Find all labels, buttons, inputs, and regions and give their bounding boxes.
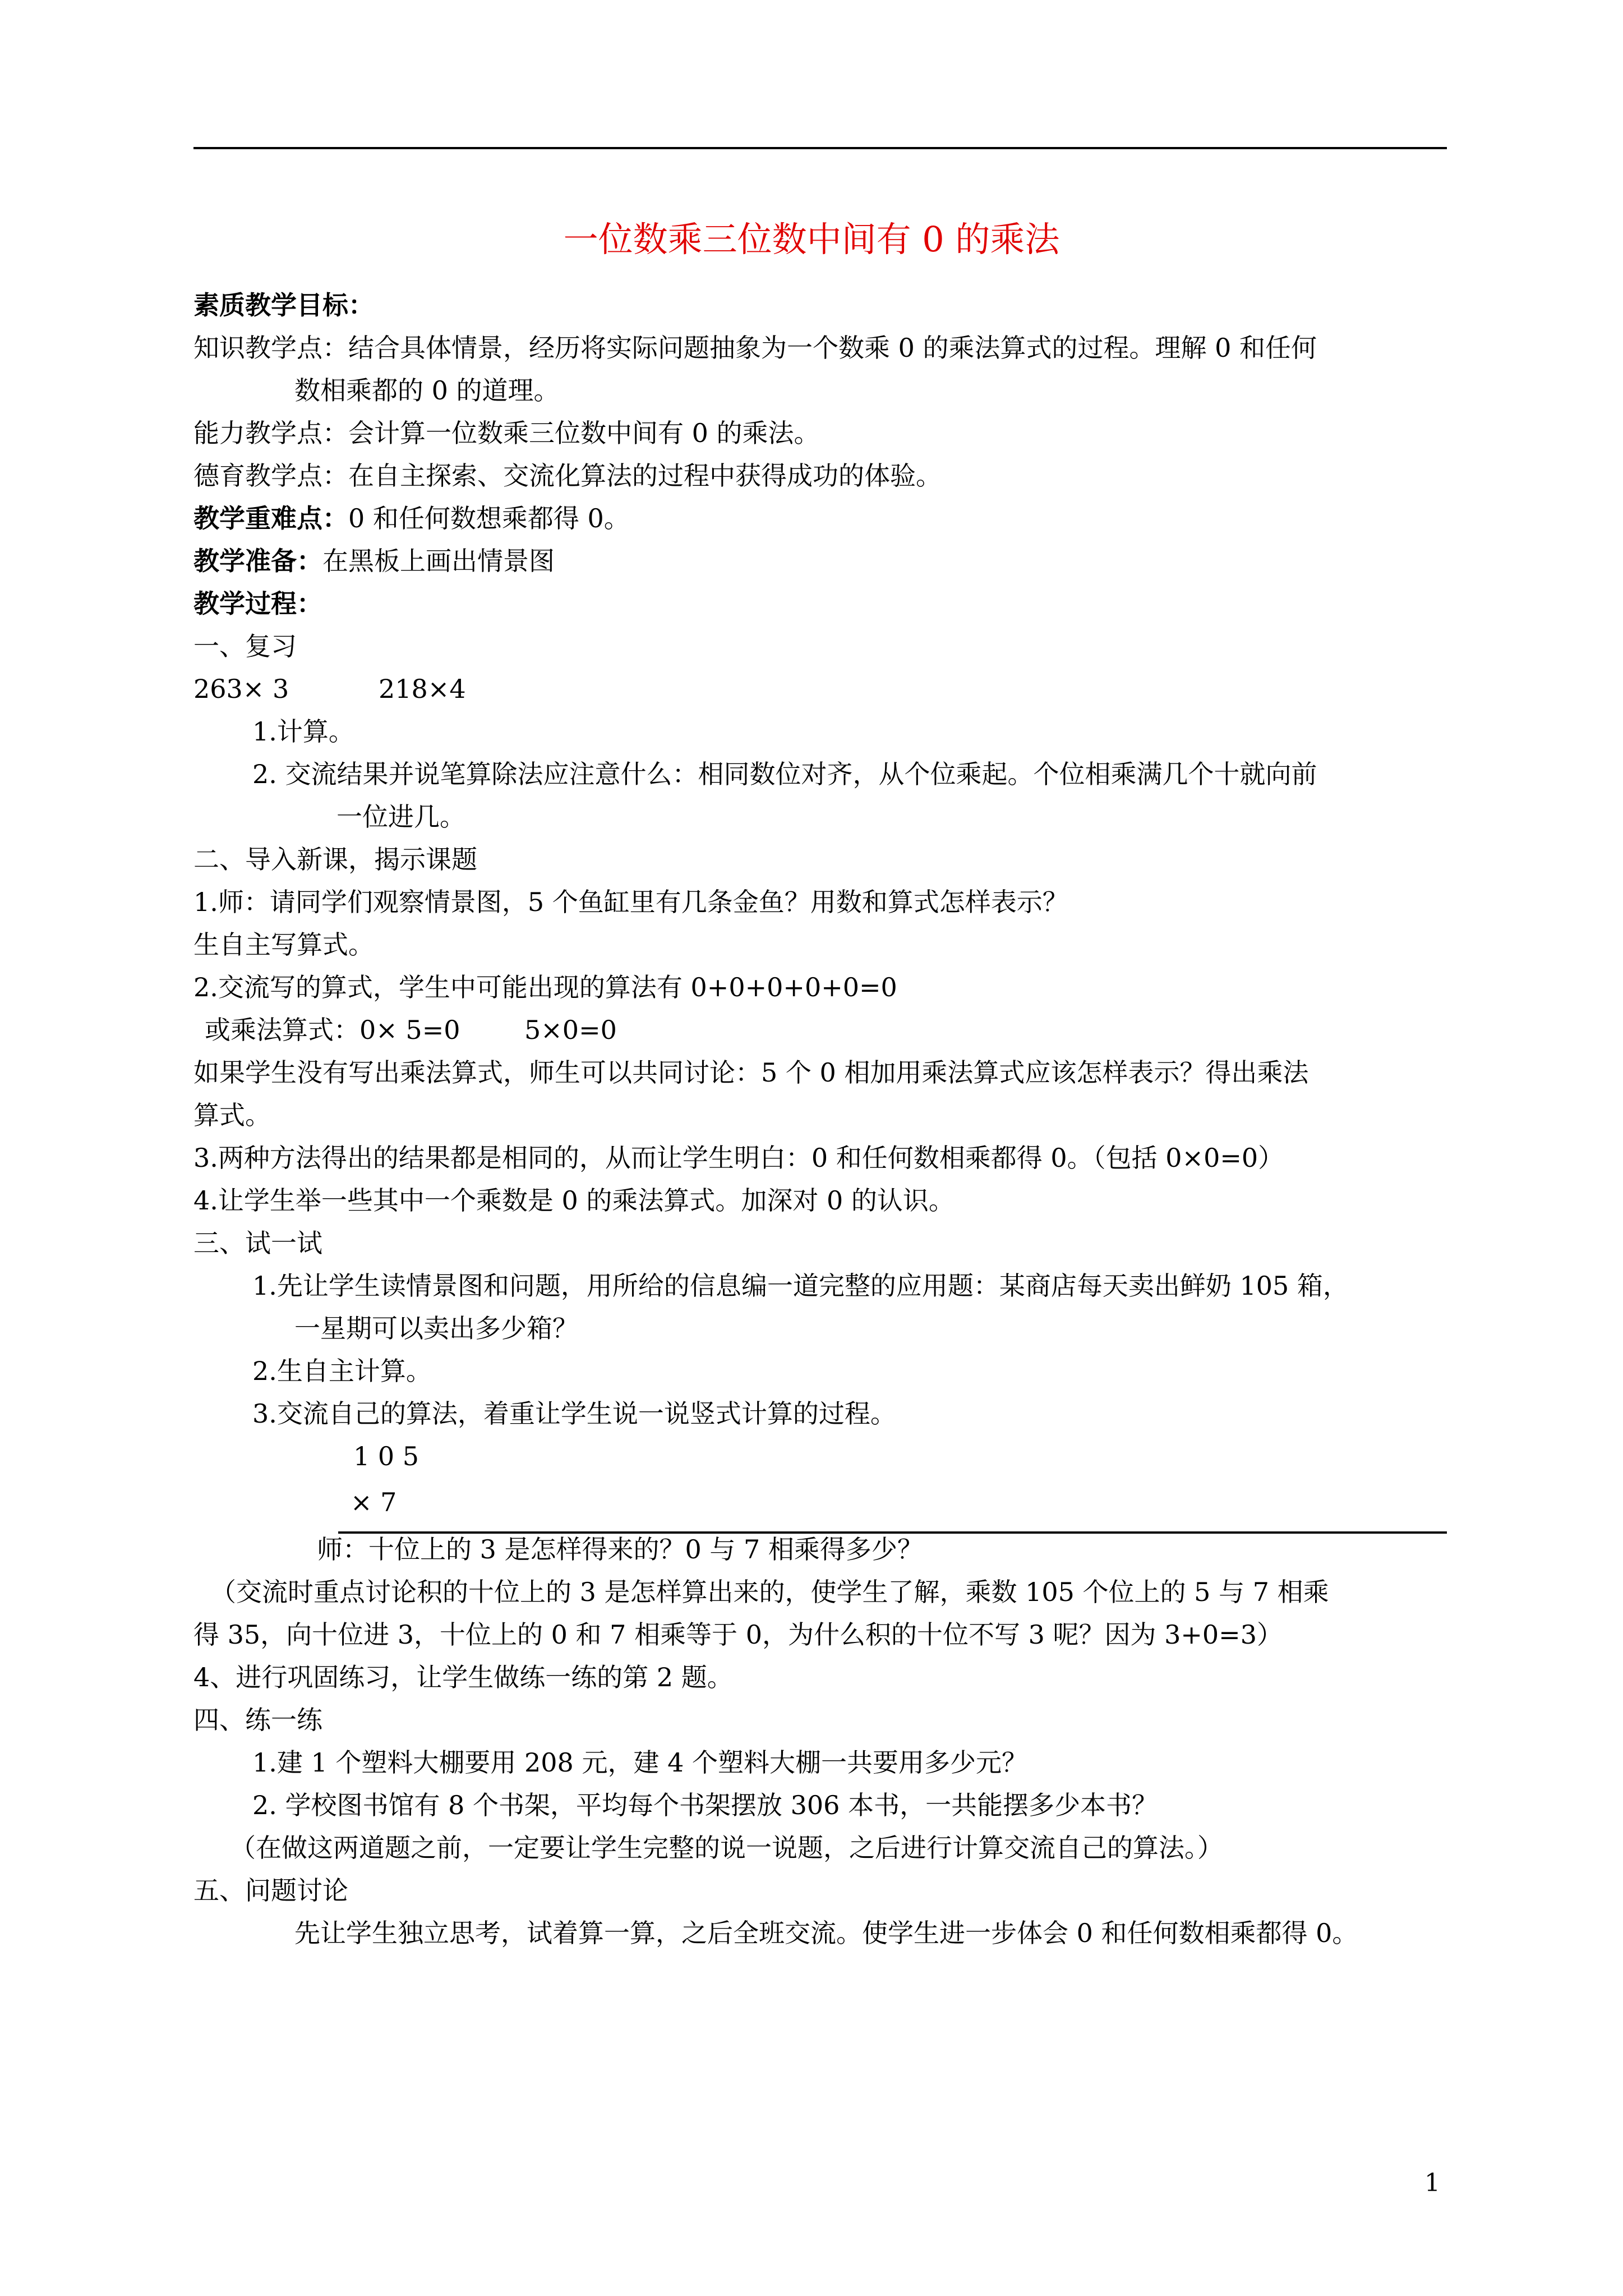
knowledge-label: 知识教学点： (193, 333, 348, 363)
try-item-1: 1.先让学生读情景图和问题，用所给的信息编一道完整的应用题：某商店每天卖出鲜奶 105 箱， (252, 1271, 1349, 1301)
intro-p1: 1.师：请同学们观察情景图，5 个鱼缸里有几条金鱼？用数和算式怎样表示？ (193, 887, 1068, 917)
discussion-text: 先让学生独立思考，试着算一算，之后全班交流。使学生进一步体会 0 和任何数相乘都得 0。 (294, 1918, 1358, 1948)
page-number: 1 (1424, 2169, 1440, 2197)
section-review-heading: 一、复习 (193, 631, 297, 661)
try-item-4: 4、进行巩固练习，让学生做练一练的第 2 题。 (193, 1662, 733, 1692)
intro-p5b: 算式。 (193, 1100, 271, 1130)
knowledge-line-2: 数相乘都的 0 的道理。 (294, 375, 560, 406)
review-exercise-1: 263× 3 (193, 674, 289, 704)
review-exercise-2: 218×4 (379, 674, 466, 704)
review-item-2: 2. 交流结果并说笔算除法应注意什么：相同数位对齐，从个位乘起。个位相乘满几个十就向前 (252, 759, 1317, 789)
moral-line (193, 458, 942, 494)
moral-label: 德育教学点： (193, 461, 348, 491)
knowledge-text: 结合具体情景，经历将实际问题抽象为一个数乘 0 的乘法算式的过程。理解 0 和任何 (348, 333, 1317, 363)
document-title: 一位数乘三位数中间有 0 的乘法 (563, 219, 1060, 260)
preparation-line (193, 543, 555, 579)
section-discussion-heading: 五、问题讨论 (193, 1875, 348, 1906)
difficulty-label: 教学重难点： (193, 503, 348, 533)
review-item-1: 1.计算。 (252, 716, 354, 747)
discussion-note-2: 得 35，向十位进 3，十位上的 0 和 7 相乘等于 0，为什么积的十位不写 3 呢？因为 3+0=3） (193, 1619, 1283, 1650)
process-heading: 教学过程： (193, 588, 322, 619)
intro-p5a: 如果学生没有写出乘法算式，师生可以共同讨论：5 个 0 相加用乘法算式应该怎样表示？得出乘法 (193, 1057, 1309, 1088)
ability-line (193, 415, 820, 451)
practice-note: （在做这两道题之前，一定要让学生完整的说一说题，之后进行计算交流自己的算法。） (230, 1833, 1223, 1863)
vertical-calc-top: 1 0 5 (353, 1441, 419, 1471)
section-intro-heading: 二、导入新课，揭示课题 (193, 844, 477, 875)
try-item-3: 3.交流自己的算法，着重让学生说一说竖式计算的过程。 (252, 1398, 896, 1429)
preparation-text: 在黑板上画出情景图 (322, 546, 555, 576)
intro-p6: 3.两种方法得出的结果都是相同的，从而让学生明白：0 和任何数相乘都得 0。（包括 0×0=0） (193, 1143, 1284, 1173)
try-item-2: 2.生自主计算。 (252, 1356, 432, 1386)
goals-heading: 素质教学目标： (193, 290, 374, 320)
section-try-heading: 三、试一试 (193, 1228, 322, 1258)
ability-label: 能力教学点： (193, 418, 348, 448)
ability-text: 会计算一位数乘三位数中间有 0 的乘法。 (348, 418, 820, 448)
vertical-calc-bottom: × 7 (351, 1487, 397, 1517)
intro-p2: 生自主写算式。 (193, 930, 374, 960)
difficulty-text: 0 和任何数想乘都得 0。 (348, 503, 630, 533)
header-rule (193, 147, 1447, 149)
intro-p4a: 或乘法算式：0× 5=0 (205, 1015, 460, 1045)
intro-p7: 4.让学生举一些其中一个乘数是 0 的乘法算式。加深对 0 的认识。 (193, 1185, 955, 1216)
discussion-note-1: （交流时重点讨论积的十位上的 3 是怎样算出来的，使学生了解，乘数 105 个位上的 5 与 7 相乘 (210, 1577, 1329, 1607)
section-practice-heading: 四、练一练 (193, 1705, 322, 1735)
teacher-question: 师：十位上的 3 是怎样得来的？0 与 7 相乘得多少？ (317, 1534, 923, 1565)
preparation-label: 教学准备： (193, 546, 322, 576)
intro-p4b: 5×0=0 (524, 1015, 617, 1045)
knowledge-line-1 (193, 330, 1317, 366)
intro-p3: 2.交流写的算式，学生中可能出现的算法有 0+0+0+0+0=0 (193, 972, 897, 1002)
practice-item-2: 2. 学校图书馆有 8 个书架，平均每个书架摆放 306 本书，一共能摆多少本书？ (252, 1790, 1158, 1820)
moral-text: 在自主探索、交流化算法的过程中获得成功的体验。 (348, 461, 942, 491)
practice-item-1: 1.建 1 个塑料大棚要用 208 元，建 4 个塑料大棚一共要用多少元？ (252, 1747, 1027, 1778)
difficulty-line (193, 500, 630, 536)
try-item-1-cont: 一星期可以卖出多少箱？ (294, 1313, 578, 1343)
review-item-2-cont: 一位进几。 (336, 802, 465, 832)
